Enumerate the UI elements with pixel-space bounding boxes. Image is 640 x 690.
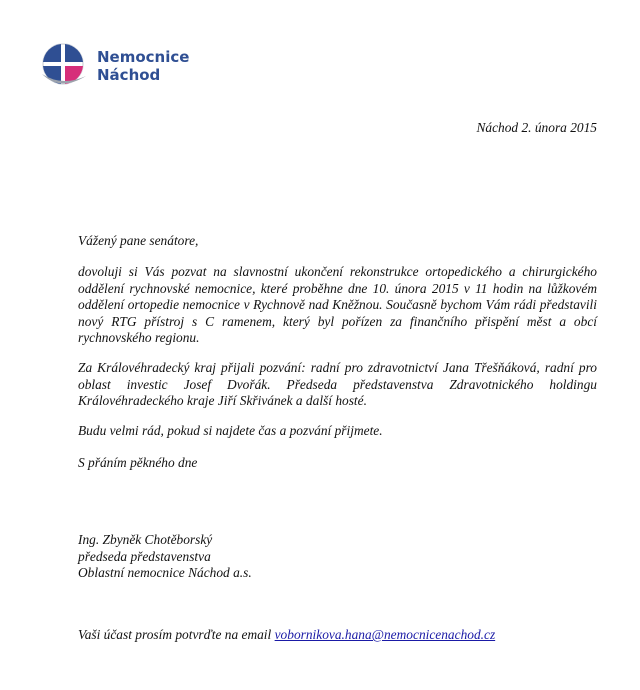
signature-name: Ing. Zbyněk Chotěborský [78, 532, 213, 547]
rsvp-line [78, 627, 495, 644]
cross-logo-icon [40, 40, 90, 90]
paragraph-invitation: dovoluji si Vás pozvat na slavnostní ukončení rekonstrukce ortopedického a chirurgického oddělení rychnovské nemocnice, které proběhne dne 10. února 2015 v 11 hodin na lůžkovém oddělení ortopedie nemocnice v Rychnově nad Kněžnou. Současně bychom Vám rádi představili nový RTG přístroj s C ramenem, který byl pořízen za finančního přispění měst a obcí rychnovského regionu. [78, 264, 597, 346]
signature-org: Oblastní nemocnice Náchod a.s. [78, 565, 252, 581]
logo-name-line2: Náchod [97, 66, 161, 84]
paragraph-closing: Budu velmi rád, pokud si najdete čas a pozvání přijmete. [78, 423, 383, 438]
rsvp-text: Vaši účast prosím potvrďte na email [78, 627, 275, 642]
salutation: Vážený pane senátore, [78, 233, 199, 248]
hospital-logo [40, 40, 190, 90]
rsvp-email-link[interactable]: vobornikova.hana@nemocnicenachod.cz [274, 627, 496, 642]
paragraph-guests: Za Královéhradecký kraj přijali pozvání: radní pro zdravotnictví Jana Třešňáková, radní pro oblast investic Josef Dvořák. Předseda představenstva Zdravotnického holdingu Královéhradeckého kraje Jiří Skřivánek a další hosté. [78, 360, 597, 409]
logo-name-line1: Nemocnice [97, 48, 190, 66]
signature-block [78, 532, 252, 582]
letter-date: Náchod 2. února 2015 [476, 120, 597, 135]
signature-role: předseda představenstva [78, 548, 211, 564]
paragraph-greeting: S přáním pěkného dne [78, 455, 198, 470]
